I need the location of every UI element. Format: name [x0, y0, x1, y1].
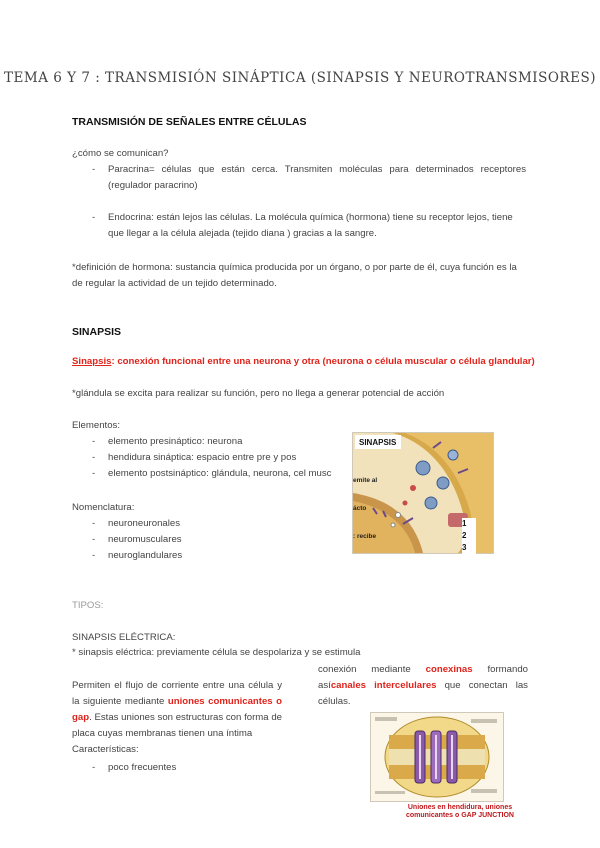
- electrica-note: * sinapsis eléctrica: previamente célula se despolariza y se estimula: [72, 647, 361, 658]
- sinapsis-def-text: : conexión funcional entre una neurona y otra (neurona o célula muscular o célula glandular): [111, 356, 535, 367]
- list-item: - hendidura sináptica: espacio entre pre y pos: [92, 452, 297, 463]
- electrica-heading: SINAPSIS ELÉCTRICA:: [72, 632, 176, 643]
- question-text: ¿cómo se comunican?: [72, 148, 169, 159]
- tipos-label: TIPOS:: [72, 600, 104, 611]
- flujo-text: .: [89, 712, 92, 723]
- hormona-definition: *definición de hormona: sustancia química producida por un órgano, o por parte de él, cuya función es la de regular la actividad de un tejido determinado.: [72, 262, 517, 289]
- caracteristicas-label: Características:: [72, 744, 139, 755]
- list-item: - elemento postsináptico: glándula, neurona, cel musc: [92, 468, 332, 479]
- figure-number: 3: [462, 543, 467, 552]
- gap-junction-illustration: [371, 713, 503, 801]
- flujo-text: Permiten el flujo de corriente entre una célula y la siguiente mediante: [72, 680, 282, 707]
- section-heading-transmision: TRANSMISIÓN DE SEÑALES ENTRE CÉLULAS: [72, 116, 307, 128]
- conexion-paragraph: [318, 662, 528, 710]
- elementos-list: [92, 434, 348, 482]
- list-item: - neuroneuronales: [92, 518, 181, 529]
- caracteristicas-item: - poco frecuentes: [92, 762, 177, 773]
- figure-side-label-acto: ácto: [353, 505, 367, 512]
- canales-term: canales intercelulares: [330, 680, 437, 691]
- dash-bullet: -: [92, 164, 96, 175]
- conexion-text: formando así: [318, 664, 528, 691]
- list-item: - neuroglandulares: [92, 550, 183, 561]
- page-title: TEMA 6 Y 7 : TRANSMISIÓN SINÁPTICA (SINAPSIS Y NEUROTRANSMISORES): [4, 70, 596, 86]
- endocrina-text: Endocrina: están lejos las células. La molécula química (hormona) tiene su receptor lejos, tiene que llegar a la célula alejada (tejido diana ) gracias a la sangre.: [108, 212, 513, 239]
- figure-numbers: [462, 518, 476, 554]
- list-item-endocrina: [92, 210, 528, 242]
- figure-number: 2: [462, 531, 467, 540]
- flujo-paragraph: [72, 678, 282, 742]
- estructuras-text: Estas uniones son estructuras con forma de placa cuyas membranas tienen una íntima: [72, 712, 282, 739]
- sinapsis-definition: [72, 356, 535, 367]
- nomenclatura-list: [92, 516, 308, 564]
- figure-side-label-emite: emite al: [353, 477, 378, 484]
- conexion-text: que conectan las células.: [318, 680, 528, 707]
- figure-number: 1: [462, 519, 467, 528]
- item-text: poco frecuentes: [108, 762, 177, 773]
- list-item: - neuromusculares: [92, 534, 182, 545]
- gap-junction-figure: [370, 712, 504, 802]
- nomenclatura-label: Nomenclatura:: [72, 502, 135, 513]
- dash-bullet: -: [92, 212, 96, 223]
- conexinas-term: conexinas: [425, 664, 473, 675]
- paracrina-text: Paracrina= células que están cerca. Transmiten moléculas para determinados receptores (regulador paracrino): [108, 164, 526, 191]
- conexion-text: conexión mediante: [318, 664, 426, 675]
- elementos-label: Elementos:: [72, 420, 120, 431]
- list-item-paracrina: [92, 162, 526, 194]
- sinapsis-term: Sinapsis: [72, 356, 112, 367]
- uniones-term: uniones comunicantes o gap: [72, 696, 282, 723]
- gap-junction-caption: Uniones en hendidura, uniones comunicantes o GAP JUNCTION: [405, 804, 514, 819]
- list-item: - elemento presináptico: neurona: [92, 436, 243, 447]
- glandula-note: *glándula se excita para realizar su función, pero no llega a generar potencial de acción: [72, 388, 445, 399]
- section-heading-sinapsis: SINAPSIS: [72, 326, 122, 338]
- figure-side-label-recibe: : recibe: [353, 533, 377, 540]
- figure-label-sinapsis: SINAPSIS: [359, 438, 397, 447]
